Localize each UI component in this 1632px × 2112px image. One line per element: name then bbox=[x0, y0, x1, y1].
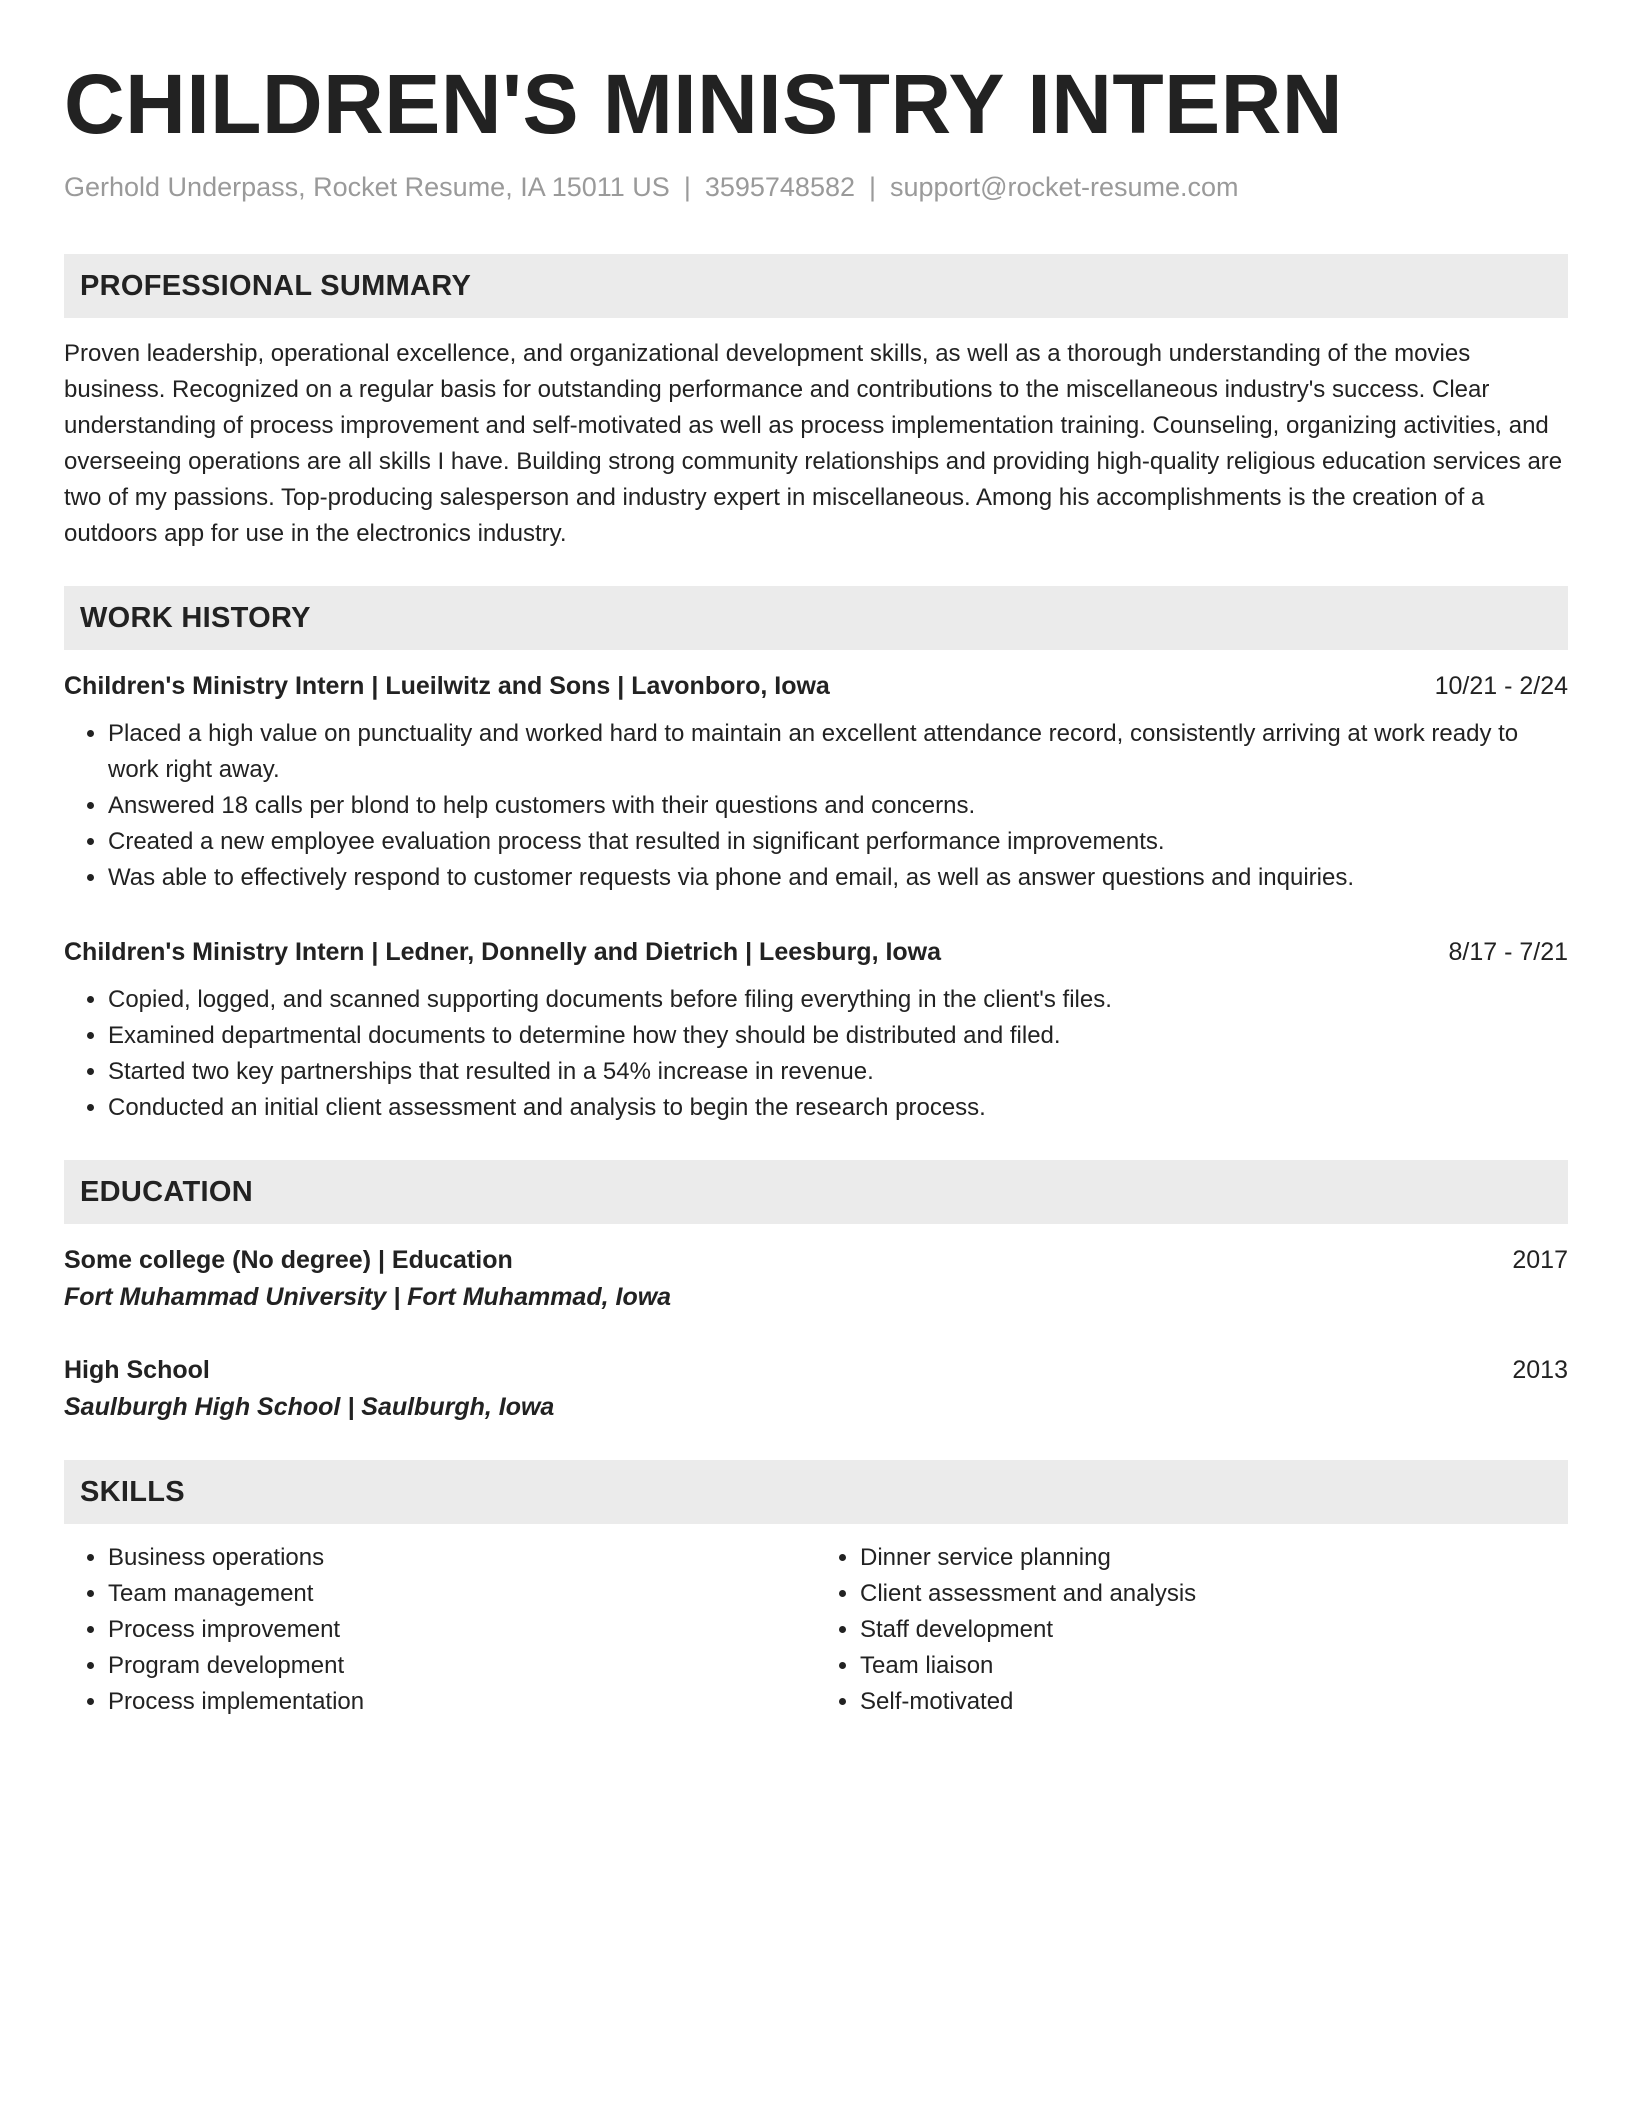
work-history-heading: WORK HISTORY bbox=[64, 586, 1568, 650]
job-title: Children's Ministry Intern | Lueilwitz and Sons | Lavonboro, Iowa bbox=[64, 672, 830, 700]
job-dates: 10/21 - 2/24 bbox=[1434, 672, 1568, 700]
job-title: Children's Ministry Intern | Ledner, Donnelly and Dietrich | Leesburg, Iowa bbox=[64, 938, 942, 966]
contact-separator: | bbox=[683, 172, 691, 202]
skill-item: • Business operations bbox=[108, 1540, 816, 1576]
candidate-name: CHILDREN'S MINISTRY INTERN bbox=[64, 57, 1344, 151]
skill-item: • Program development bbox=[108, 1648, 816, 1684]
skills-column-left bbox=[64, 1540, 816, 1720]
education-title: Some college (No degree) | Education bbox=[64, 1246, 513, 1274]
skills-list bbox=[64, 1540, 1568, 1720]
education-year: 2017 bbox=[1512, 1246, 1568, 1274]
contact-phone: 3595748582 bbox=[704, 172, 855, 202]
education-entry bbox=[64, 1242, 1568, 1316]
skills-column-right bbox=[816, 1540, 1568, 1720]
job-bullet: • Placed a high value on punctuality and worked hard to maintain an excellent attendance record, consistently arriving at work ready to work right away. bbox=[108, 716, 1568, 788]
job-bullet: • Conducted an initial client assessment and analysis to begin the research process. bbox=[108, 1090, 1568, 1126]
skill-item: • Client assessment and analysis bbox=[860, 1576, 1568, 1612]
skill-item: • Self-motivated bbox=[860, 1684, 1568, 1720]
education-header bbox=[64, 1352, 1568, 1388]
skill-item: • Team liaison bbox=[860, 1648, 1568, 1684]
skill-item: • Team management bbox=[108, 1576, 816, 1612]
education-heading: EDUCATION bbox=[64, 1160, 1568, 1224]
skill-item: • Process implementation bbox=[108, 1684, 816, 1720]
skill-item: • Staff development bbox=[860, 1612, 1568, 1648]
contact-separator: | bbox=[869, 172, 877, 202]
job-bullet: • Was able to effectively respond to customer requests via phone and email, as well as answer questions and inquiries. bbox=[108, 860, 1568, 896]
summary-heading: PROFESSIONAL SUMMARY bbox=[64, 254, 1568, 318]
contact-email: support@rocket-resume.com bbox=[890, 172, 1239, 202]
education-year: 2013 bbox=[1512, 1356, 1568, 1384]
job-header bbox=[64, 668, 1568, 704]
job-entry bbox=[64, 668, 1568, 896]
job-bullet: • Started two key partnerships that resulted in a 54% increase in revenue. bbox=[108, 1054, 1568, 1090]
job-bullet: • Created a new employee evaluation process that resulted in significant performance improvements. bbox=[108, 824, 1568, 860]
job-bullet: • Answered 18 calls per blond to help customers with their questions and concerns. bbox=[108, 788, 1568, 824]
skill-item: • Dinner service planning bbox=[860, 1540, 1568, 1576]
summary-text: Proven leadership, operational excellence, and organizational development skills, as well as a thorough understanding of the movies business. Recognized on a regular basis for outstanding performance and contributions to the miscellaneous industry's success. Clear understanding of process improvement and self-motivated as well as process implementation training. Counseling, organizing activities, and overseeing operations are all skills I have. Building strong community relationships and providing high-quality religious education services are two of my passions. Top-producing salesperson and industry expert in miscellaneous. Among his accomplishments is the creation of a outdoors app for use in the electronics industry. bbox=[64, 340, 1563, 547]
job-entry bbox=[64, 934, 1568, 1126]
contact-line bbox=[64, 170, 1568, 204]
job-bullets bbox=[64, 716, 1568, 896]
education-header bbox=[64, 1242, 1568, 1278]
job-header bbox=[64, 934, 1568, 970]
job-dates: 8/17 - 7/21 bbox=[1448, 938, 1568, 966]
job-bullets bbox=[64, 982, 1568, 1126]
skills-heading: SKILLS bbox=[64, 1460, 1568, 1524]
education-school: Saulburgh High School | Saulburgh, Iowa bbox=[64, 1393, 555, 1421]
skill-item: • Process improvement bbox=[108, 1612, 816, 1648]
job-bullet: • Examined departmental documents to determine how they should be distributed and filed. bbox=[108, 1018, 1568, 1054]
education-title: High School bbox=[64, 1356, 210, 1384]
contact-address: Gerhold Underpass, Rocket Resume, IA 15011 US bbox=[64, 172, 670, 202]
job-bullet: • Copied, logged, and scanned supporting documents before filing everything in the client's files. bbox=[108, 982, 1568, 1018]
education-entry bbox=[64, 1352, 1568, 1426]
education-school: Fort Muhammad University | Fort Muhammad, Iowa bbox=[64, 1283, 672, 1311]
